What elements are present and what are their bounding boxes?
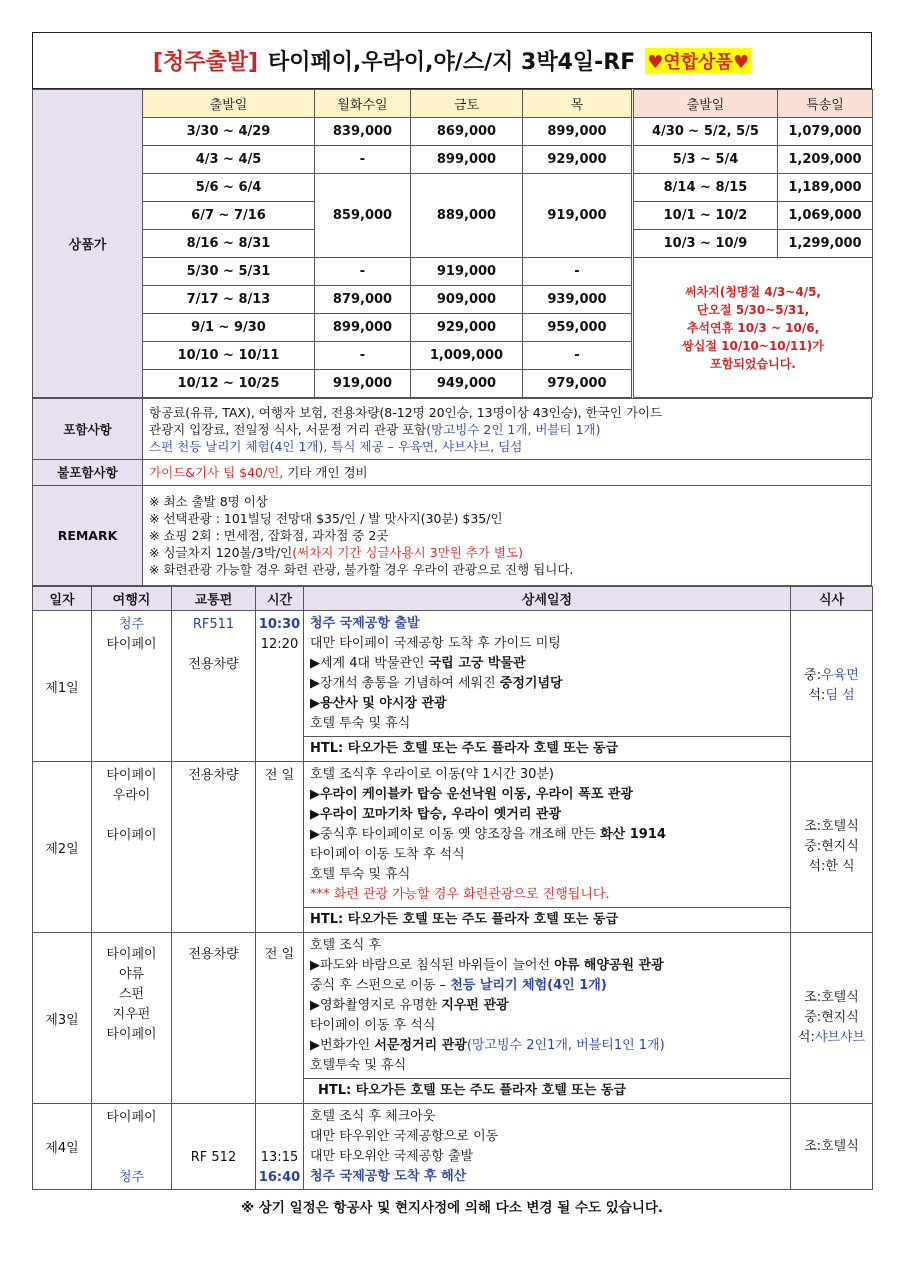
included-line: 스펀 천등 날리기 체험(4인 1개), 특식 제공 – 우육면, 샤브샤브, 딤섬 [149, 438, 523, 454]
meal: 중:현지식 [804, 1010, 859, 1025]
detail-line: ▶중식후 타이페이로 이동 옛 양조장을 개조해 만든 화산 1914 [310, 827, 666, 842]
day-label: 제4일 [33, 1104, 92, 1190]
place: 지우펀 [112, 1007, 151, 1022]
day-transport [172, 1104, 256, 1190]
price-thu: 929,000 [523, 146, 633, 174]
meal: 중:우육면 [804, 668, 859, 683]
remark-line: ※ 쇼핑 2회 : 면세점, 잡화점, 과자점 중 2곳 [149, 528, 389, 543]
day-label: 제1일 [33, 611, 92, 762]
price-fri: 949,000 [411, 370, 523, 398]
meal: 조:호텔식 [804, 1138, 859, 1154]
special-price: 1,069,000 [778, 202, 873, 230]
place: 청주 [118, 617, 145, 632]
place: 스펀 [118, 987, 145, 1002]
day-transport: 전용차량 [172, 933, 256, 1104]
price-date: 8/16 ~ 8/31 [143, 230, 315, 258]
price-mon: - [315, 146, 411, 174]
title-main: 타이페이,우라이,야/스/지 3박4일-RF [268, 50, 636, 75]
meal: 석:샤브샤브 [797, 1030, 866, 1045]
header-time: 시간 [256, 587, 304, 611]
place: 우라이 [112, 788, 151, 803]
price-mon: 899,000 [315, 314, 411, 342]
surcharge-line: 단오절 5/30~5/31, [696, 302, 810, 317]
surcharge-line: 포함되었습니다. [710, 356, 796, 371]
price-fri: 909,000 [411, 286, 523, 314]
price-thu: 939,000 [523, 286, 633, 314]
price-date: 5/30 ~ 5/31 [143, 258, 315, 286]
price-mon: - [315, 342, 411, 370]
price-fri: 889,000 [411, 174, 523, 258]
surcharge-line: 추석연휴 10/3 ~ 10/6, [686, 320, 820, 335]
detail-line: 호텔 조식후 우라이로 이동(약 1시간 30분) [310, 767, 554, 782]
day-time: 전 일 [256, 762, 304, 933]
detail-line: 대만 타이페이 국제공항 도착 후 가이드 미팅 [310, 636, 561, 651]
time: 12:20 [260, 637, 299, 652]
footer-note: ※ 상기 일정은 항공사 및 현지사정에 의해 다소 변경 될 수도 있습니다. [240, 1200, 664, 1216]
price-fri: 899,000 [411, 146, 523, 174]
heart-icon: ♥ [647, 51, 664, 73]
place: 타이페이 [106, 1110, 157, 1125]
detail-line: 호텔투숙 및 휴식 [310, 1058, 407, 1073]
flight-number: RF511 [192, 617, 235, 632]
price-date: 10/10 ~ 10/11 [143, 342, 315, 370]
detail-line: 호텔 투숙 및 휴식 [310, 716, 411, 731]
price-fri: 1,009,000 [411, 342, 523, 370]
day-time: 전 일 [256, 933, 304, 1104]
day-times [256, 1104, 304, 1190]
day-detail [304, 1104, 791, 1190]
header-special-price: 특송일 [778, 90, 873, 118]
day-times [256, 611, 304, 762]
day-places [92, 762, 172, 933]
price-fri: 869,000 [411, 118, 523, 146]
price-mon: 839,000 [315, 118, 411, 146]
combined-product-badge [645, 48, 751, 74]
day-meals [791, 933, 873, 1104]
day-meals [791, 762, 873, 933]
detail-line: 대만 타우위안 국제공항으로 이동 [310, 1129, 499, 1144]
included-note: (망고빙수 2인 1개, 버블티 1개) [426, 421, 601, 437]
hotel-line: HTL: 타오가든 호텔 또는 주도 플라자 호텔 또는 동급 [304, 1078, 790, 1103]
detail-line: 청주 국제공항 출발 [310, 616, 420, 631]
price-date: 10/12 ~ 10/25 [143, 370, 315, 398]
header-meal: 식사 [791, 587, 873, 611]
price-section-label: 상품가 [33, 90, 143, 398]
price-date: 5/6 ~ 6/4 [143, 174, 315, 202]
day-row [33, 933, 873, 1104]
time: 10:30 [258, 617, 301, 632]
remark-line: ※ 최소 출발 8명 이상 [149, 494, 268, 509]
detail-line: ▶영화촬영지로 유명한 지우펀 관광 [310, 998, 509, 1013]
price-date: 6/7 ~ 7/16 [143, 202, 315, 230]
day-label: 제3일 [33, 933, 92, 1104]
excluded-text: 기타 개인 경비 [283, 465, 368, 480]
price-table [32, 89, 873, 398]
day-meals [791, 1104, 873, 1190]
day-row [33, 1104, 873, 1190]
day-detail [304, 762, 791, 933]
day-places [92, 1104, 172, 1190]
price-date: 9/1 ~ 9/30 [143, 314, 315, 342]
meal: 중:현지식 [804, 839, 859, 854]
price-thu: 919,000 [523, 174, 633, 258]
remark-line: ※ 화련관광 가능할 경우 화련 관광, 불가할 경우 우라이 관광으로 진행 됩니다. [149, 562, 574, 577]
price-date: 7/17 ~ 8/13 [143, 286, 315, 314]
detail-line: 타이페이 이동 도착 후 석식 [310, 847, 465, 862]
detail-line: 호텔 조식 후 [310, 938, 382, 953]
badge-text: 연합상품 [663, 51, 733, 73]
special-price: 1,189,000 [778, 174, 873, 202]
remark-label: REMARK [33, 486, 143, 586]
day-places [92, 611, 172, 762]
detail-line: 호텔 투숙 및 휴식 [310, 867, 411, 882]
detail-line: 타이페이 이동 후 석식 [310, 1018, 436, 1033]
place: 야류 [118, 967, 145, 982]
price-thu: 899,000 [523, 118, 633, 146]
header-transport: 교통편 [172, 587, 256, 611]
meal: 석:딤 섬 [808, 688, 855, 703]
price-mon: 919,000 [315, 370, 411, 398]
heart-icon: ♥ [732, 51, 750, 73]
meal: 석:한 식 [808, 859, 855, 874]
detail-line: ▶용산사 및 야시장 관광 [310, 696, 447, 711]
meal: 조:호텔식 [804, 819, 859, 834]
price-mon: 879,000 [315, 286, 411, 314]
time: 16:40 [258, 1170, 301, 1185]
header-fri-sat: 금토 [411, 90, 523, 118]
place: 청주 [118, 1170, 145, 1185]
price-date: 3/30 ~ 4/29 [143, 118, 315, 146]
day-label: 제2일 [33, 762, 92, 933]
info-table [32, 398, 872, 586]
day-places [92, 933, 172, 1104]
day-meals [791, 611, 873, 762]
included-content [143, 399, 872, 460]
place: 타이페이 [106, 947, 157, 962]
header-special-departure: 출발일 [633, 90, 778, 118]
price-mon: 859,000 [315, 174, 411, 258]
price-mon: - [315, 258, 411, 286]
price-thu: - [523, 342, 633, 370]
price-fri: 929,000 [411, 314, 523, 342]
tour-document [32, 32, 872, 1216]
special-date: 10/3 ~ 10/9 [633, 230, 778, 258]
detail-line: 호텔 조식 후 체크아웃 [310, 1109, 436, 1124]
place: 타이페이 [106, 828, 157, 843]
price-thu: 959,000 [523, 314, 633, 342]
surcharge-line: 쌍십절 10/10~10/11)가 [682, 338, 824, 353]
included-line [149, 421, 865, 438]
remark-line: ※ 선택관광 : 101빌딩 전망대 $35/인 / 발 맛사지(30분) $35/인 [149, 511, 503, 526]
special-date: 4/30 ~ 5/2, 5/5 [633, 118, 778, 146]
transport: 전용차량 [188, 657, 239, 672]
special-price: 1,299,000 [778, 230, 873, 258]
meal: 조:호텔식 [804, 990, 859, 1005]
header-place: 여행지 [92, 587, 172, 611]
detail-line: 대만 타오위안 국제공항 출발 [310, 1149, 474, 1164]
guide-tip: 가이드&기사 팁 $40/인, [149, 465, 284, 480]
price-thu: 979,000 [523, 370, 633, 398]
header-departure: 출발일 [143, 90, 315, 118]
included-line: 항공료(유류, TAX), 여행자 보험, 전용차량(8-12명 20인승, 13명이상 43인승), 한국인 가이드 [149, 404, 663, 420]
hotel-line: HTL: 타오가든 호텔 또는 주도 플라자 호텔 또는 동급 [304, 736, 790, 761]
price-date: 4/3 ~ 4/5 [143, 146, 315, 174]
special-price: 1,209,000 [778, 146, 873, 174]
surcharge-note [633, 258, 873, 398]
schedule-table [32, 586, 873, 1190]
detail-line: 청주 국제공항 도착 후 해산 [310, 1169, 467, 1184]
excluded-label: 불포함사항 [33, 460, 143, 486]
detail-line: 중식 후 스펀으로 이동 – 천등 날리기 체험(4인 1개) [310, 978, 607, 993]
place: 타이페이 [106, 637, 157, 652]
remark-content [143, 486, 872, 586]
header-detail: 상세일정 [304, 587, 791, 611]
detail-line: ▶파도와 바람으로 침식된 바위들이 늘어선 야류 해양공원 관광 [310, 958, 664, 973]
hotel-line: HTL: 타오가든 호텔 또는 주도 플라자 호텔 또는 동급 [304, 907, 790, 932]
page-title [32, 32, 872, 89]
header-thu: 목 [523, 90, 633, 118]
place: 타이페이 [106, 768, 157, 783]
title-prefix: [청주출발] [152, 50, 259, 75]
remark-line [149, 544, 865, 561]
single-charge-note: (써차지 기간 싱글사용시 3만원 추가 별도) [292, 545, 523, 560]
day-transport [172, 611, 256, 762]
included-label: 포함사항 [33, 399, 143, 460]
special-date: 10/1 ~ 10/2 [633, 202, 778, 230]
detail-line: *** 화련 관광 가능할 경우 화련관광으로 진행됩니다. [310, 887, 610, 902]
detail-line: ▶우라이 케이블카 탑승 운선낙원 이동, 우라이 폭포 관광 [310, 787, 633, 802]
header-day: 일자 [33, 587, 92, 611]
detail-line: ▶번화가인 서문정거리 관광(망고빙수 2인1개, 버블티1인 1개) [310, 1038, 665, 1053]
detail-line: ▶세계 4대 박물관인 국립 고궁 박물관 [310, 656, 526, 671]
special-date: 8/14 ~ 8/15 [633, 174, 778, 202]
flight-number: RF 512 [190, 1150, 237, 1165]
price-thu: - [523, 258, 633, 286]
header-mon-wed-sun: 월화수일 [315, 90, 411, 118]
detail-line: ▶우라이 꼬마기차 탑승, 우라이 옛거리 관광 [310, 807, 562, 822]
day-row [33, 611, 873, 762]
special-price: 1,079,000 [778, 118, 873, 146]
excluded-content [143, 460, 872, 486]
place: 타이페이 [106, 1027, 157, 1042]
price-fri: 919,000 [411, 258, 523, 286]
special-date: 5/3 ~ 5/4 [633, 146, 778, 174]
time: 13:15 [260, 1150, 299, 1165]
day-detail [304, 611, 791, 762]
included-text: 관광지 입장료, 전일정 식사, 서문정 거리 관광 포함 [149, 421, 427, 437]
day-row [33, 762, 873, 933]
day-transport: 전용차량 [172, 762, 256, 933]
detail-line: ▶장개석 총통을 기념하여 세워진 중정기념당 [310, 676, 563, 691]
single-charge: ※ 싱글차지 120불/3박/인 [149, 545, 293, 560]
surcharge-line: 써차지(청명절 4/3~4/5, [685, 284, 821, 299]
day-detail [304, 933, 791, 1104]
